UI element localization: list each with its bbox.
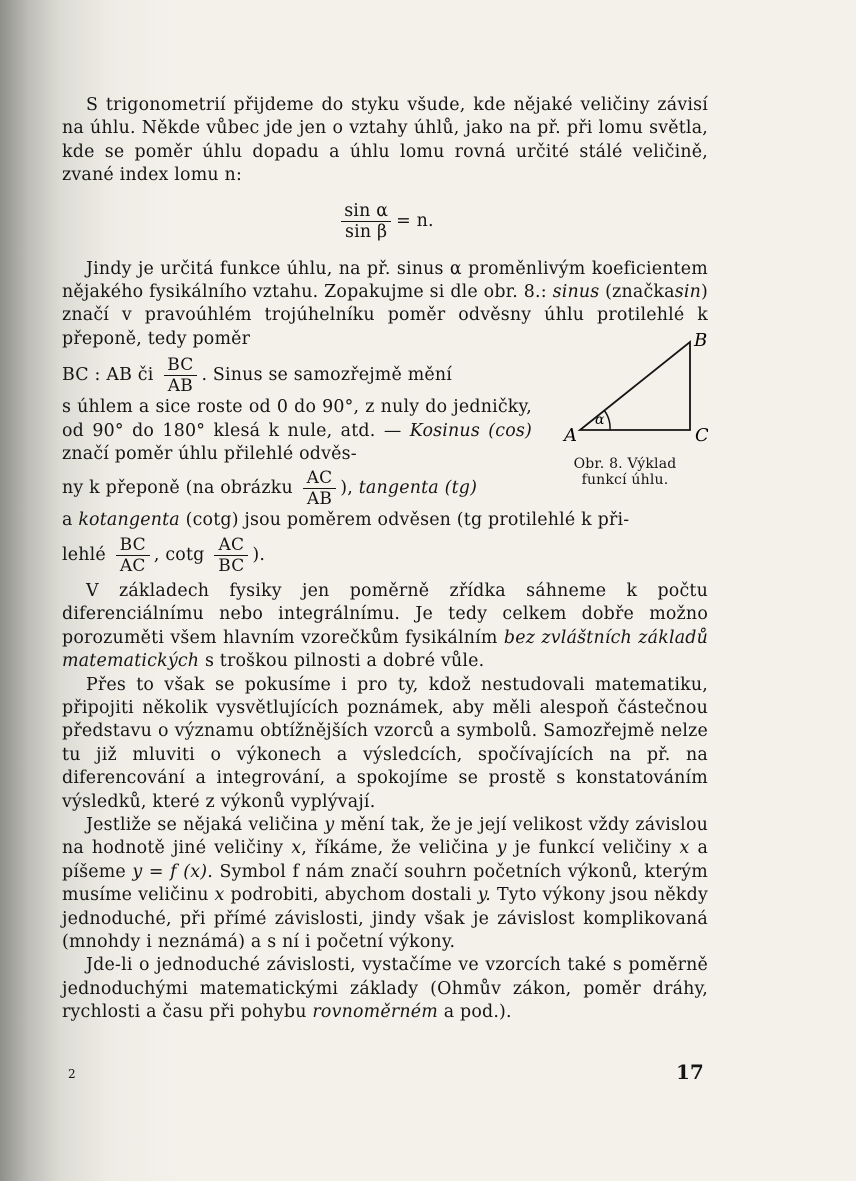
fraction-denominator: AC bbox=[116, 555, 150, 576]
function-equation: y = f (x). bbox=[132, 861, 213, 882]
page-text bbox=[62, 94, 708, 1025]
text-span: a bbox=[62, 510, 73, 531]
variable-x: x bbox=[291, 838, 302, 859]
paragraph-explanatory-notes: Přes to však se pokusíme i pro ty, kdož nestudovali matematiku, připojiti několik vysvětlujících poznámek, aby měli alespoň částečnou představu o významu obtížnějších vzorců a symbolů. Samozřejmě nelze tu již mluviti o výkonech a výsledcích, spočívajících na př. na diferencování a integrování, a spokojíme se prostě s konstatováním výsledků, které z výkonů vyplývají. bbox=[62, 674, 708, 812]
text-span: Symbol f nám značí souhrn početních výkonů, kterým musíme veličinu bbox=[62, 861, 708, 906]
term-kosinus: Kosinus (cos) bbox=[409, 420, 532, 441]
text-span: ), bbox=[340, 478, 353, 499]
sine-ratio-fraction bbox=[340, 201, 392, 242]
term-kotangenta: kotangenta bbox=[78, 510, 180, 531]
paragraph-fysika-basics bbox=[62, 580, 708, 674]
text-span: s úhlem a sice roste od 0 do 90°, z nuly do jedničky, od 90° do 180° klesá k nule, atd. — bbox=[62, 397, 532, 441]
line-bc-ab bbox=[62, 355, 532, 396]
alpha-label: α bbox=[595, 412, 605, 428]
text-span: Jindy je určitá funkce úhlu, na př. sinus α proměnlivým koeficientem nějakého fysikálního vztahu. Zopakujme si dle obr. 8.: bbox=[62, 258, 708, 303]
text-span: Jde-li o jednoduché závislosti, vystačíme ve vzorcích také s poměrně jednoduchými matematickými základy (Ohmův zákon, poměr dráhy, rychlosti a času při pohybu bbox=[62, 955, 708, 1023]
figure-caption: Obr. 8. Výklad funkcí úhlu. bbox=[573, 456, 677, 488]
fraction-numerator: AC bbox=[218, 534, 245, 555]
bc-ac-fraction bbox=[116, 535, 150, 576]
emphasis-text: rovnoměrném bbox=[312, 1002, 438, 1023]
snell-formula bbox=[62, 196, 708, 248]
fraction-numerator: BC bbox=[167, 355, 194, 376]
angle-arc bbox=[604, 410, 610, 430]
vertex-b-label: B bbox=[694, 330, 708, 351]
right-triangle-diagram bbox=[540, 330, 708, 460]
fraction-numerator: sin α bbox=[344, 201, 389, 222]
paragraph-function-definition bbox=[62, 814, 708, 954]
text-span: , říkáme, že veličina bbox=[301, 838, 489, 859]
text-span: ) značí v pravoúhlém trojúhelníku poměr odvěsny úhlu protilehlé k přeponě, tedy poměr bbox=[62, 282, 709, 349]
vertex-a-label: A bbox=[564, 425, 578, 446]
text-span: a pod.). bbox=[443, 1002, 512, 1023]
ac-bc-fraction bbox=[214, 535, 248, 576]
ac-ab-fraction bbox=[303, 468, 337, 509]
fraction-denominator: BC bbox=[214, 555, 248, 576]
line-kotangenta bbox=[62, 509, 708, 532]
paragraph-trigonometry-intro: S trigonometrií přijdeme do styku všude, kde nějaké veličiny závisí na úhlu. Někde vůbec jde jen o vztahy úhlů, jako na př. při lomu světla, kde se poměr úhlu dopadu a úhlu lomu rovná určité stálé veličině, zvané index lomu n: bbox=[62, 95, 708, 186]
line-ac-ab bbox=[62, 468, 532, 509]
line-tg-cotg bbox=[62, 535, 708, 576]
fraction-denominator: sin β bbox=[341, 221, 391, 242]
text-span: s troškou pilnosti a dobré vůle. bbox=[204, 651, 485, 672]
text-span: , cotg bbox=[153, 544, 205, 565]
text-span: V základech fysiky jen poměrně zřídka sáhneme k počtu diferenciálnímu nebo integrálnímu. Je tedy celkem dobře možno porozuměti všem hlavním vzorečkům fysikálním bbox=[62, 580, 708, 648]
term-sinus: sinus bbox=[552, 282, 600, 303]
text-span: Tyto výkony jsou někdy jednoduché, při přímé závislosti, jindy však je závislost komplikovaná (mnohdy i neznámá) a s ní i početní výkony. bbox=[62, 885, 709, 952]
formula-rhs: = n. bbox=[396, 210, 434, 231]
text-span: mění tak, že je její velikost vždy závislou na hodnotě jiné veličiny bbox=[62, 814, 709, 859]
fraction-numerator: BC bbox=[119, 534, 146, 555]
fraction-numerator: AC bbox=[306, 468, 333, 489]
emphasis-text: bez zvláštních základů matematických bbox=[62, 627, 709, 672]
text-span: (značka bbox=[605, 282, 675, 303]
text-span: Jestliže se nějaká veličina bbox=[86, 814, 319, 835]
variable-y: y bbox=[324, 814, 335, 835]
fraction-denominator: AB bbox=[164, 375, 197, 396]
paragraph-simple-dependence bbox=[62, 954, 708, 1024]
text-span: je funkcí veličiny bbox=[514, 838, 672, 859]
signature-mark: 2 bbox=[68, 1067, 76, 1081]
text-span: podrobiti, abychom dostali bbox=[230, 885, 472, 906]
text-span: . Sinus se samozřejmě mění bbox=[201, 365, 453, 386]
term-tangenta: tangenta (tg) bbox=[358, 478, 478, 499]
variable-x: x bbox=[214, 885, 225, 906]
vertex-c-label: C bbox=[695, 425, 708, 446]
text-span: a píšeme bbox=[62, 838, 709, 882]
line-sinus-range bbox=[62, 396, 532, 466]
text-span: značí poměr úhlu přilehlé odvěs- bbox=[62, 444, 357, 465]
text-span: BC : AB či bbox=[62, 365, 154, 386]
text-span: ny k přeponě (na obrázku bbox=[62, 478, 293, 499]
page-number: 17 bbox=[676, 1060, 704, 1084]
fraction-denominator: AB bbox=[303, 488, 336, 509]
term-sin: sin bbox=[674, 282, 702, 303]
text-span: lehlé bbox=[62, 544, 106, 565]
triangle-figure bbox=[540, 330, 708, 500]
variable-x: x bbox=[679, 838, 690, 859]
variable-y: y. bbox=[477, 885, 492, 906]
bc-ab-fraction bbox=[163, 355, 197, 396]
text-span: ). bbox=[252, 544, 266, 565]
text-span: (cotg) jsou poměrem odvěsen (tg protilehlé k při- bbox=[185, 510, 630, 531]
variable-y: y bbox=[496, 838, 507, 859]
